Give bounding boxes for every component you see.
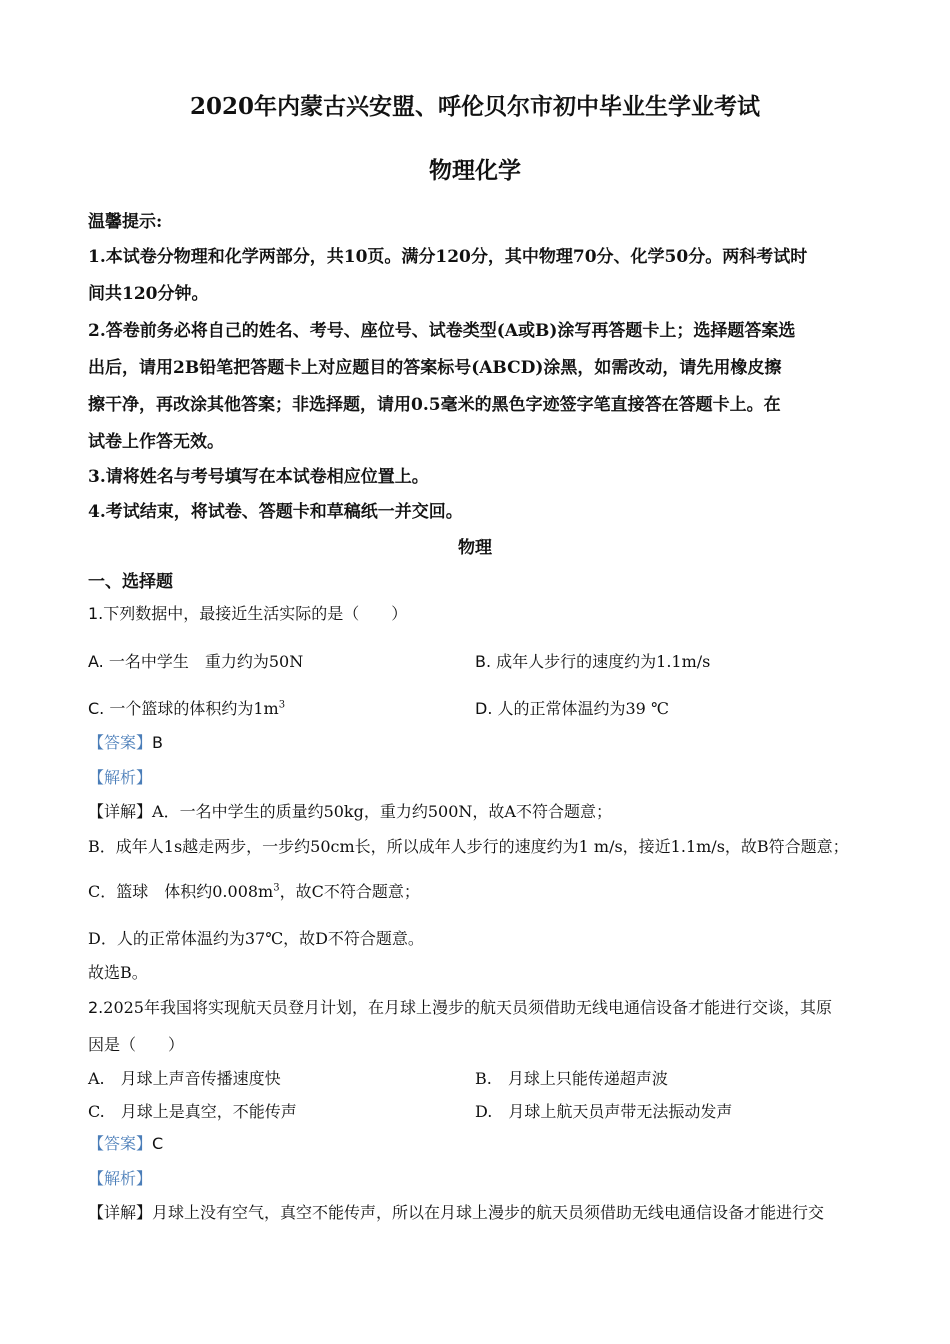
exam-subtitle: 物理化学 xyxy=(429,157,521,184)
q2-option-a: A. 月球上声音传播速度快 xyxy=(88,1069,281,1088)
q1-option-b-letter: B. xyxy=(475,652,492,671)
q1-option-a-text: 一名中学生 重力约为50N xyxy=(103,652,304,671)
q1-option-a-letter: A. xyxy=(88,652,104,671)
q1-detail-c xyxy=(88,879,420,902)
q2-stem-line2: 因是（ ） xyxy=(88,1035,185,1054)
notice-p3: 3.请将姓名与考号填写在本试卷相应位置上。 xyxy=(88,467,429,487)
notice-p4: 4.考试结束，将试卷、答题卡和草稿纸一并交回。 xyxy=(88,502,463,522)
q1-option-c-text: 一个篮球的体积约为1m xyxy=(104,699,279,718)
q2-answer-tag: 【答案】 xyxy=(88,1134,153,1153)
notice-p1-line2: 间共120分钟。 xyxy=(88,284,209,304)
q1-detail-tag: 【详解】 xyxy=(88,802,153,821)
q2-analysis xyxy=(88,1166,152,1189)
q1-option-c xyxy=(88,696,285,719)
q2-option-b: B. 月球上只能传递超声波 xyxy=(475,1069,668,1088)
notice-p2-line3: 擦干净，再改涂其他答案；非选择题，请用0.5毫米的黑色字迹签字笔直接答在答题卡上。在 xyxy=(88,395,781,415)
q1-answer-value: B xyxy=(152,733,163,752)
q1-analysis xyxy=(88,765,152,788)
q1-detail-d: D．人的正常体温约为37℃，故D不符合题意。 xyxy=(88,929,424,948)
q1-detail-a-text: A．一名中学生的质量约50kg，重力约500N，故A不符合题意； xyxy=(152,802,612,821)
q1-stem xyxy=(88,601,407,624)
section-subject: 物理 xyxy=(458,538,492,558)
q1-option-d-letter: D. xyxy=(475,699,493,718)
q1-option-d-text: 人的正常体温约为39 ℃ xyxy=(492,699,669,718)
q1-analysis-tag: 【解析】 xyxy=(88,768,153,787)
q1-detail-b: B．成年人1s越走两步，一步约50cm长，所以成年人步行的速度约为1 m/s，接近1.1m/s，故B符合题意； xyxy=(88,837,849,856)
notice-heading: 温馨提示: xyxy=(88,212,163,232)
notice-p2-line2: 出后，请用2B铅笔把答题卡上对应题目的答案标号(ABCD)涂黑，如需改动，请先用橡皮擦 xyxy=(88,358,782,378)
q2-answer xyxy=(88,1131,163,1154)
q2-answer-value: C xyxy=(152,1134,164,1153)
q2-stem-line1 xyxy=(88,995,832,1018)
q1-option-a xyxy=(88,649,303,672)
q1-answer xyxy=(88,730,163,753)
q2-option-d: D. 月球上航天员声带无法振动发声 xyxy=(475,1102,733,1121)
exam-title: 2020年内蒙古兴安盟、呼伦贝尔市初中毕业生学业考试 xyxy=(189,93,760,120)
q2-stem-line1-text: 2025年我国将实现航天员登月计划，在月球上漫步的航天员须借助无线电通信设备才能进行交谈，其原 xyxy=(103,998,832,1017)
q1-detail-c-sup: 3 xyxy=(273,882,280,894)
q1-number: 1. xyxy=(88,604,104,623)
notice-p2-line1: 2.答卷前务必将自己的姓名、考号、座位号、试卷类型(A或B)涂写再答题卡上；选择题答案选 xyxy=(88,321,796,341)
q1-option-d xyxy=(475,696,669,719)
q1-option-b-text: 成年人步行的速度约为1.1m/s xyxy=(491,652,711,671)
notice-p1-line1: 1.本试卷分物理和化学两部分，共10页。满分120分，其中物理70分、化学50分。两科考试时 xyxy=(88,247,808,267)
q1-answer-tag: 【答案】 xyxy=(88,733,153,752)
q1-option-b xyxy=(475,649,710,672)
q2-detail-tag: 【详解】 xyxy=(88,1203,153,1222)
q2-detail-text: 月球上没有空气，真空不能传声，所以在月球上漫步的航天员须借助无线电通信设备才能进行交 xyxy=(152,1203,825,1222)
q1-detail-c-pre: C．篮球 体积约0.008m xyxy=(88,882,274,901)
q1-detail-c-post: ，故C不符合题意； xyxy=(279,882,420,901)
section-part: 一、选择题 xyxy=(88,572,173,592)
q1-stem-text: 下列数据中，最接近生活实际的是（ ） xyxy=(103,604,408,623)
notice-p2-line4: 试卷上作答无效。 xyxy=(88,432,224,452)
q2-detail xyxy=(88,1200,824,1223)
q2-option-c: C. 月球上是真空，不能传声 xyxy=(88,1102,297,1121)
q1-option-c-letter: C. xyxy=(88,699,105,718)
q2-analysis-tag: 【解析】 xyxy=(88,1169,153,1188)
q1-conclusion: 故选B。 xyxy=(88,963,148,982)
q1-detail-a xyxy=(88,799,612,822)
q1-option-c-sup: 3 xyxy=(278,699,286,711)
q2-number: 2. xyxy=(88,998,104,1017)
